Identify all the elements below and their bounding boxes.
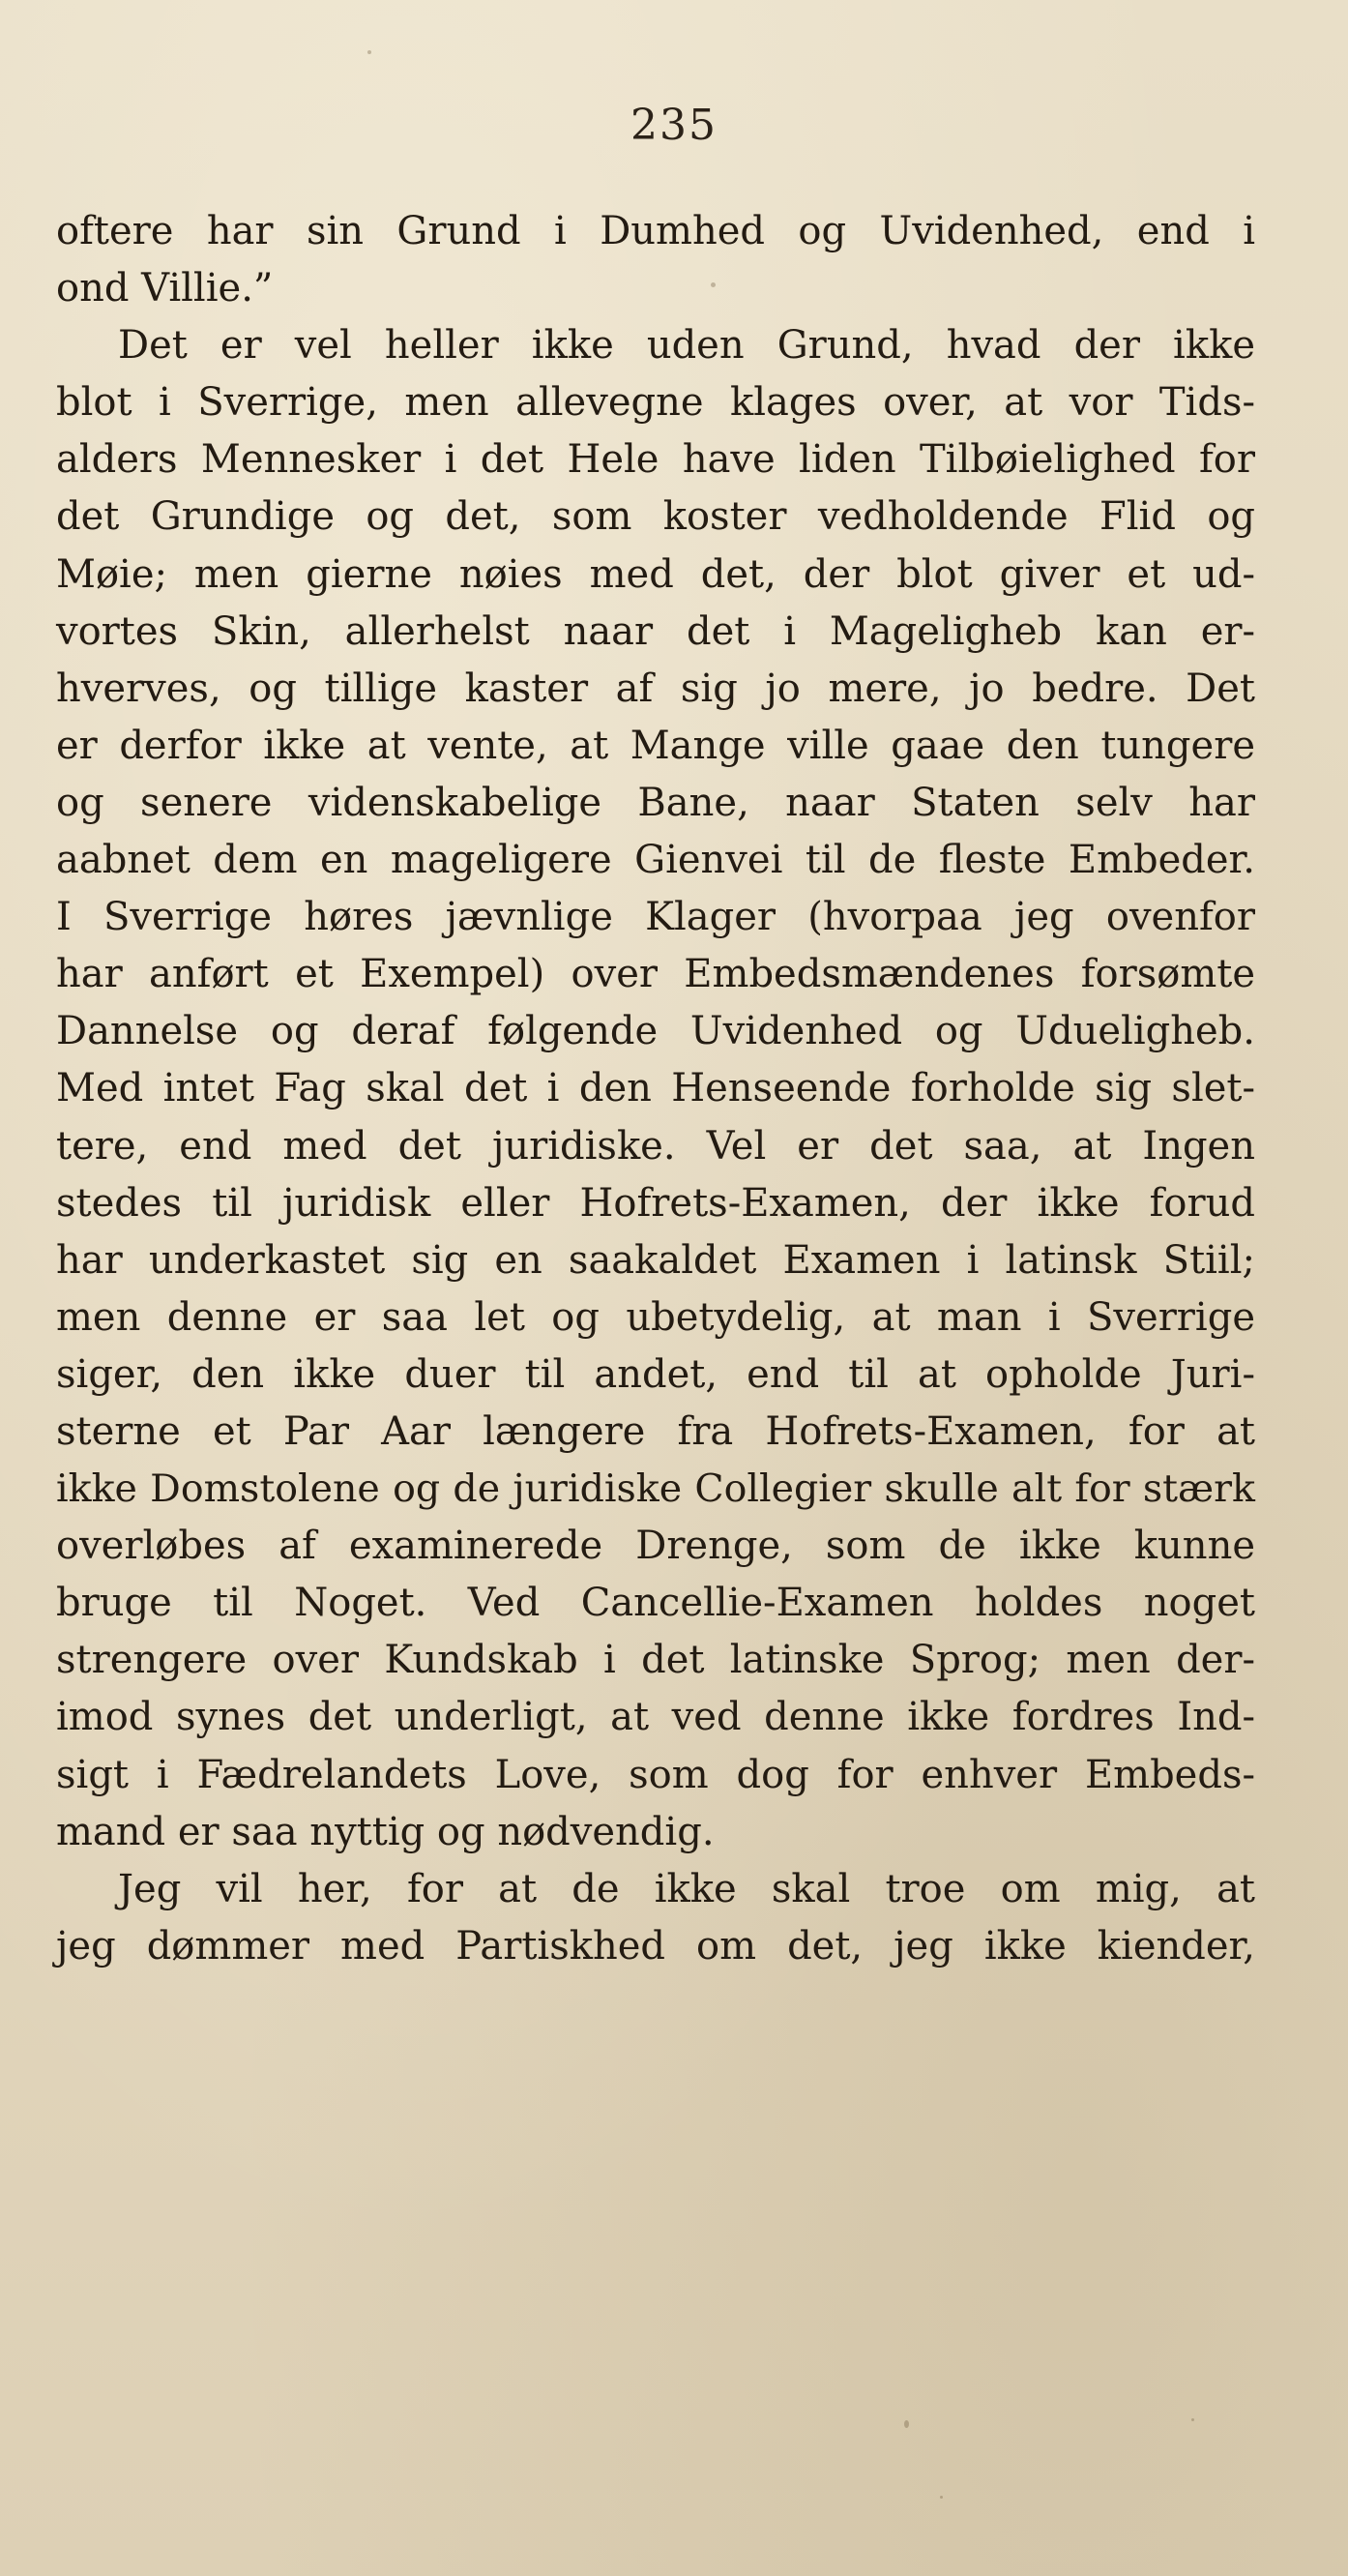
text-line: tere, end med det juridiske. Vel er det saa, at Ingen — [56, 1123, 1255, 1169]
text-line: er derfor ikke at vente, at Mange ville gaae den tungere — [56, 723, 1255, 768]
text-line: Møie; men gierne nøies med det, der blot giver et ud- — [56, 551, 1255, 597]
text-line: det Grundige og det, som koster vedholdende Flid og — [56, 494, 1255, 540]
paper-speck — [940, 2496, 943, 2499]
text-line: og senere videnskabelige Bane, naar Staten selv har — [56, 780, 1255, 825]
text-line: oftere har sin Grund i Dumhed og Uvidenhed, end i — [56, 209, 1255, 253]
text-line: Jeg vil her, for at de ikke skal troe om mig, at — [118, 1866, 1255, 1911]
paper-speck — [904, 2420, 909, 2428]
text-line: strengere over Kundskab i det latinske Sprog; men der- — [56, 1638, 1255, 1683]
text-line: imod synes det underligt, at ved denne ikke fordres Ind- — [56, 1695, 1255, 1740]
text-line: blot i Sverrige, men allevegne klages over, at vor Tids- — [56, 380, 1255, 426]
text-line: aabnet dem en mageligere Gienvei til de fleste Embeder. — [56, 838, 1255, 883]
text-line: alders Mennesker i det Hele have liden Tilbøielighed for — [56, 437, 1255, 483]
text-line: sterne et Par Aar længere fra Hofrets-Examen, for at — [56, 1408, 1255, 1454]
text-line: siger, den ikke duer til andet, end til at opholde Juri- — [56, 1351, 1255, 1397]
text-line: mand er saa nyttig og nødvendig. — [56, 1809, 715, 1854]
text-line: jeg dømmer med Partiskhed om det, jeg ikke kiender, — [56, 1923, 1255, 1969]
text-line: Det er vel heller ikke uden Grund, hvad der ikke — [118, 323, 1255, 369]
text-line: har underkastet sig en saakaldet Examen i latinsk Stiil; — [56, 1237, 1255, 1283]
text-line: bruge til Noget. Ved Cancellie-Examen holdes noget — [56, 1581, 1255, 1626]
text-line: stedes til juridisk eller Hofrets-Examen, der ikke forud — [56, 1180, 1255, 1226]
page-number: 235 — [630, 101, 718, 150]
text-line: hverves, og tillige kaster af sig jo mere, jo bedre. Det — [56, 666, 1255, 711]
text-line: I Sverrige høres jævnlige Klager (hvorpaa jeg ovenfor — [56, 895, 1255, 940]
body-text — [56, 203, 1255, 1975]
paper-speck — [367, 50, 371, 54]
paper-speck — [1191, 2418, 1194, 2421]
text-line: vortes Skin, allerhelst naar det i Mageligheb kan er- — [56, 608, 1255, 654]
text-line: overløbes af examinerede Drenge, som de ikke kunne — [56, 1524, 1255, 1569]
text-line: ond Villie.” — [56, 266, 274, 311]
text-line: har anført et Exempel) over Embedsmændenes forsømte — [56, 952, 1255, 997]
text-line: Med intet Fag skal det i den Henseende forholde sig slet- — [56, 1066, 1255, 1111]
text-line: men denne er saa let og ubetydelig, at man i Sverrige — [56, 1294, 1255, 1340]
text-line: ikke Domstolene og de juridiske Collegier skulle alt for stærk — [56, 1466, 1255, 1512]
text-line: Dannelse og deraf følgende Uvidenhed og Udueligheb. — [56, 1009, 1255, 1054]
text-line: sigt i Fædrelandets Love, som dog for enhver Embeds- — [56, 1752, 1255, 1797]
